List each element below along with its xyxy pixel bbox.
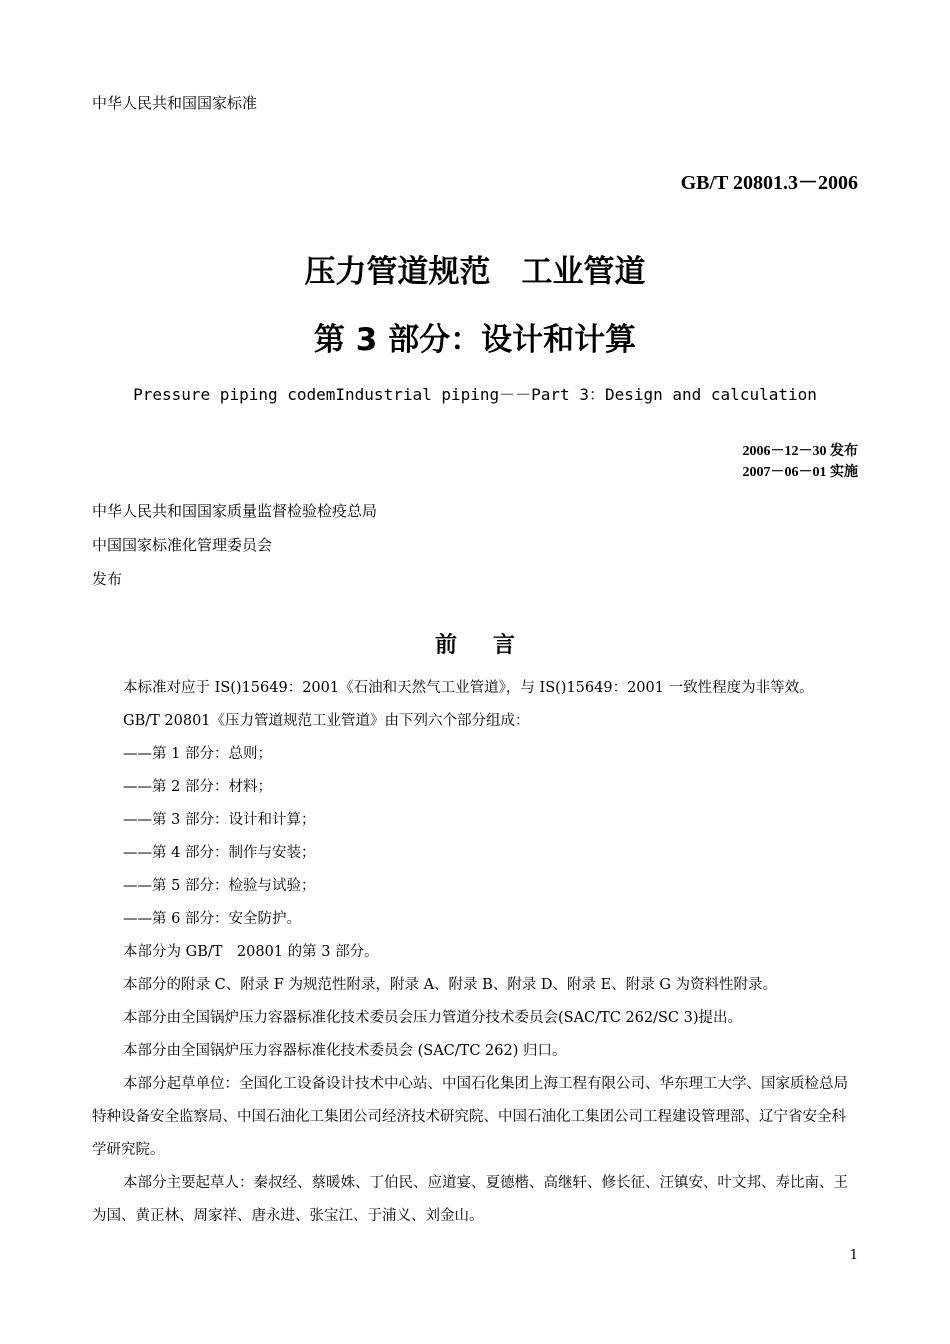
- issue-date: 2006－12－30 发布: [742, 444, 858, 459]
- document-title: 压力管道规范 工业管道: [304, 254, 646, 290]
- standard-label: 中华人民共和国国家标准: [92, 94, 258, 112]
- paragraph: GB/T 20801《压力管道规范工业管道》由下列六个部分组成：: [123, 713, 530, 729]
- implementation-date: 2007－06－01 实施: [742, 465, 858, 480]
- foreword-body: [92, 672, 858, 1233]
- document-subtitle: 第 3 部分：设计和计算: [313, 322, 637, 358]
- paragraph: 本部分的附录 C、附录 F 为规范性附录，附录 A、附录 B、附录 D、附录 E、附录 G 为资料性附录。: [123, 977, 778, 993]
- paragraph: 本部分为 GB/T 20801 的第 3 部分。: [123, 944, 379, 960]
- paragraph: 本部分主要起草人：秦叔经、蔡暖姝、丁伯民、应道宴、夏德楷、高继轩、修长征、汪镇安、叶文邦、寿比南、王为国、黄正林、周家祥、唐永进、张宝江、于浦义、刘金山。: [92, 1175, 848, 1224]
- page-number: 1: [849, 1248, 858, 1263]
- issuer-publish: 发布: [92, 570, 123, 588]
- list-item: ——第 5 部分：检验与试验；: [123, 878, 316, 894]
- list-item: ——第 1 部分：总则；: [123, 746, 272, 762]
- english-title: Pressure piping codemIndustrial piping－－Part 3：Design and calculation: [133, 385, 817, 404]
- standard-code: GB/T 20801.3－2006: [680, 172, 858, 194]
- list-item: ——第 3 部分：设计和计算；: [123, 812, 316, 828]
- list-item: ——第 2 部分：材料；: [123, 779, 272, 795]
- list-item: ——第 6 部分：安全防护。: [123, 911, 301, 927]
- issuer-sac: 中国国家标准化管理委员会: [92, 536, 273, 554]
- foreword-heading: 前言: [434, 633, 551, 658]
- list-item: ——第 4 部分：制作与安装；: [123, 845, 316, 861]
- issuer-aqsiq: 中华人民共和国国家质量监督检验检疫总局: [92, 502, 378, 520]
- paragraph: 本标准对应于 IS()15649：2001《石油和天然气工业管道》，与 IS()15649：2001 一致性程度为非等效。: [123, 680, 814, 696]
- paragraph: 本部分起草单位：全国化工设备设计技术中心站、中国石化集团上海工程有限公司、华东理工大学、国家质检总局特种设备安全监察局、中国石油化工集团公司经济技术研究院、中国石油化工集团公司工程建设管理部、辽宁省安全科学研究院。: [92, 1076, 848, 1158]
- paragraph: 本部分由全国锅炉压力容器标准化技术委员会压力管道分技术委员会(SAC/TC 262/SC 3)提出。: [123, 1010, 742, 1026]
- paragraph: 本部分由全国锅炉压力容器标准化技术委员会 (SAC/TC 262) 归口。: [123, 1043, 567, 1059]
